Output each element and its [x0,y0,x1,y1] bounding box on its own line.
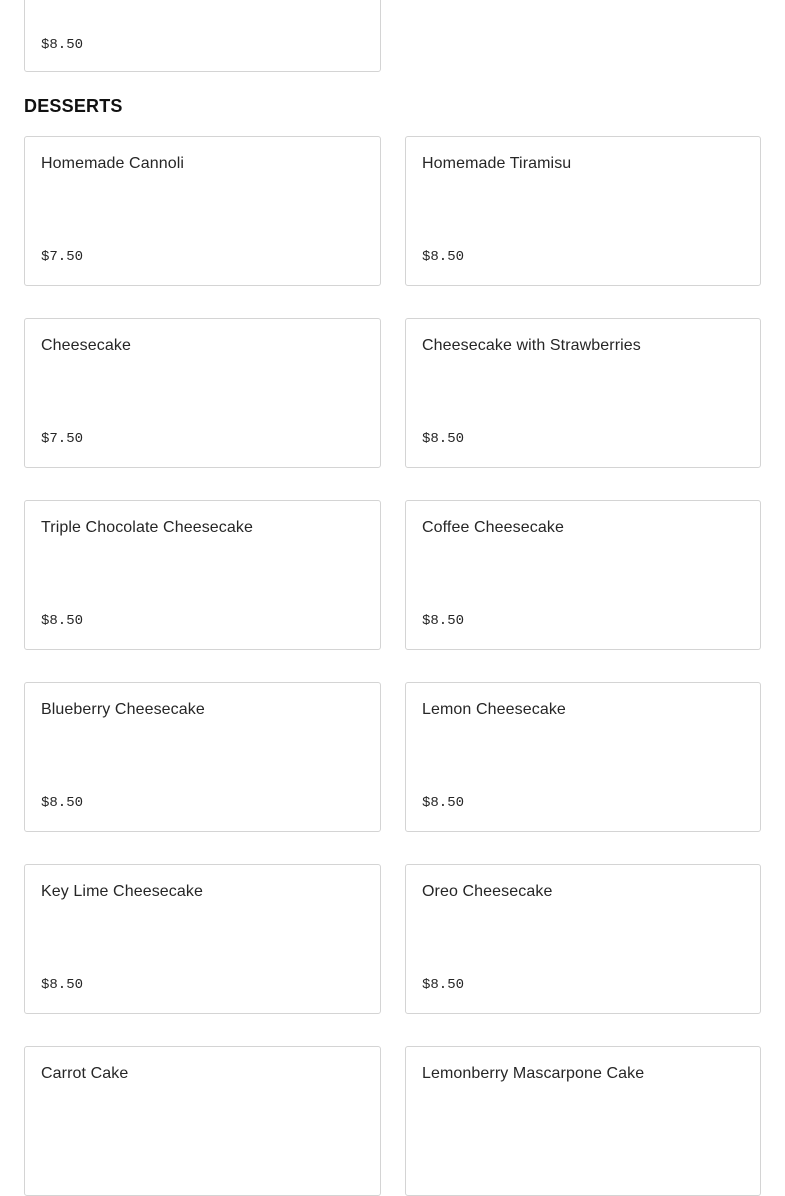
menu-item-name: Blueberry Cheesecake [41,701,205,718]
menu-item-price: $7.50 [41,249,84,265]
menu-item-card[interactable] [24,500,381,650]
menu-item-price: $8.50 [422,613,465,629]
menu-item-name: Homemade Tiramisu [422,155,572,172]
menu-item-price: $8.50 [41,977,84,993]
menu-item-price: $8.50 [422,795,465,811]
menu-item-price: $8.50 [422,977,465,993]
menu-item-card[interactable] [405,500,761,650]
menu-item-name: Coffee Cheesecake [422,519,564,536]
menu-item-card[interactable] [24,682,381,832]
section-title: DESSERTS [24,96,123,116]
menu-item-price: $8.50 [41,37,84,53]
menu-item-price: $8.50 [41,795,84,811]
menu-item-card[interactable] [24,864,381,1014]
menu-item-card[interactable] [405,682,761,832]
menu-item-card[interactable] [24,0,381,72]
menu-item-name: Homemade Cannoli [41,155,185,172]
menu-item-price: $7.50 [41,431,84,447]
menu-item-card[interactable] [405,318,761,468]
menu-item-name: Cheesecake [41,337,131,354]
menu-item-price: $8.50 [422,431,465,447]
menu-item-name: Triple Chocolate Cheesecake [41,519,253,536]
menu-item-card[interactable] [24,136,381,286]
menu-item-card[interactable] [405,1046,761,1196]
menu-item-price: $8.50 [41,613,84,629]
menu-item-card[interactable] [24,1046,381,1196]
menu-item-name: Lemonberry Mascarpone Cake [422,1065,645,1082]
menu-item-card[interactable] [405,136,761,286]
menu-item-card[interactable] [405,864,761,1014]
menu-item-name: Lemon Cheesecake [422,701,566,718]
menu-item-name: Cheesecake with Strawberries [422,337,641,354]
menu-item-price: $8.50 [422,249,465,265]
menu-item-card[interactable] [24,318,381,468]
menu-item-name: Key Lime Cheesecake [41,883,203,900]
menu-item-name: Oreo Cheesecake [422,883,553,900]
menu-item-name: Carrot Cake [41,1065,129,1082]
